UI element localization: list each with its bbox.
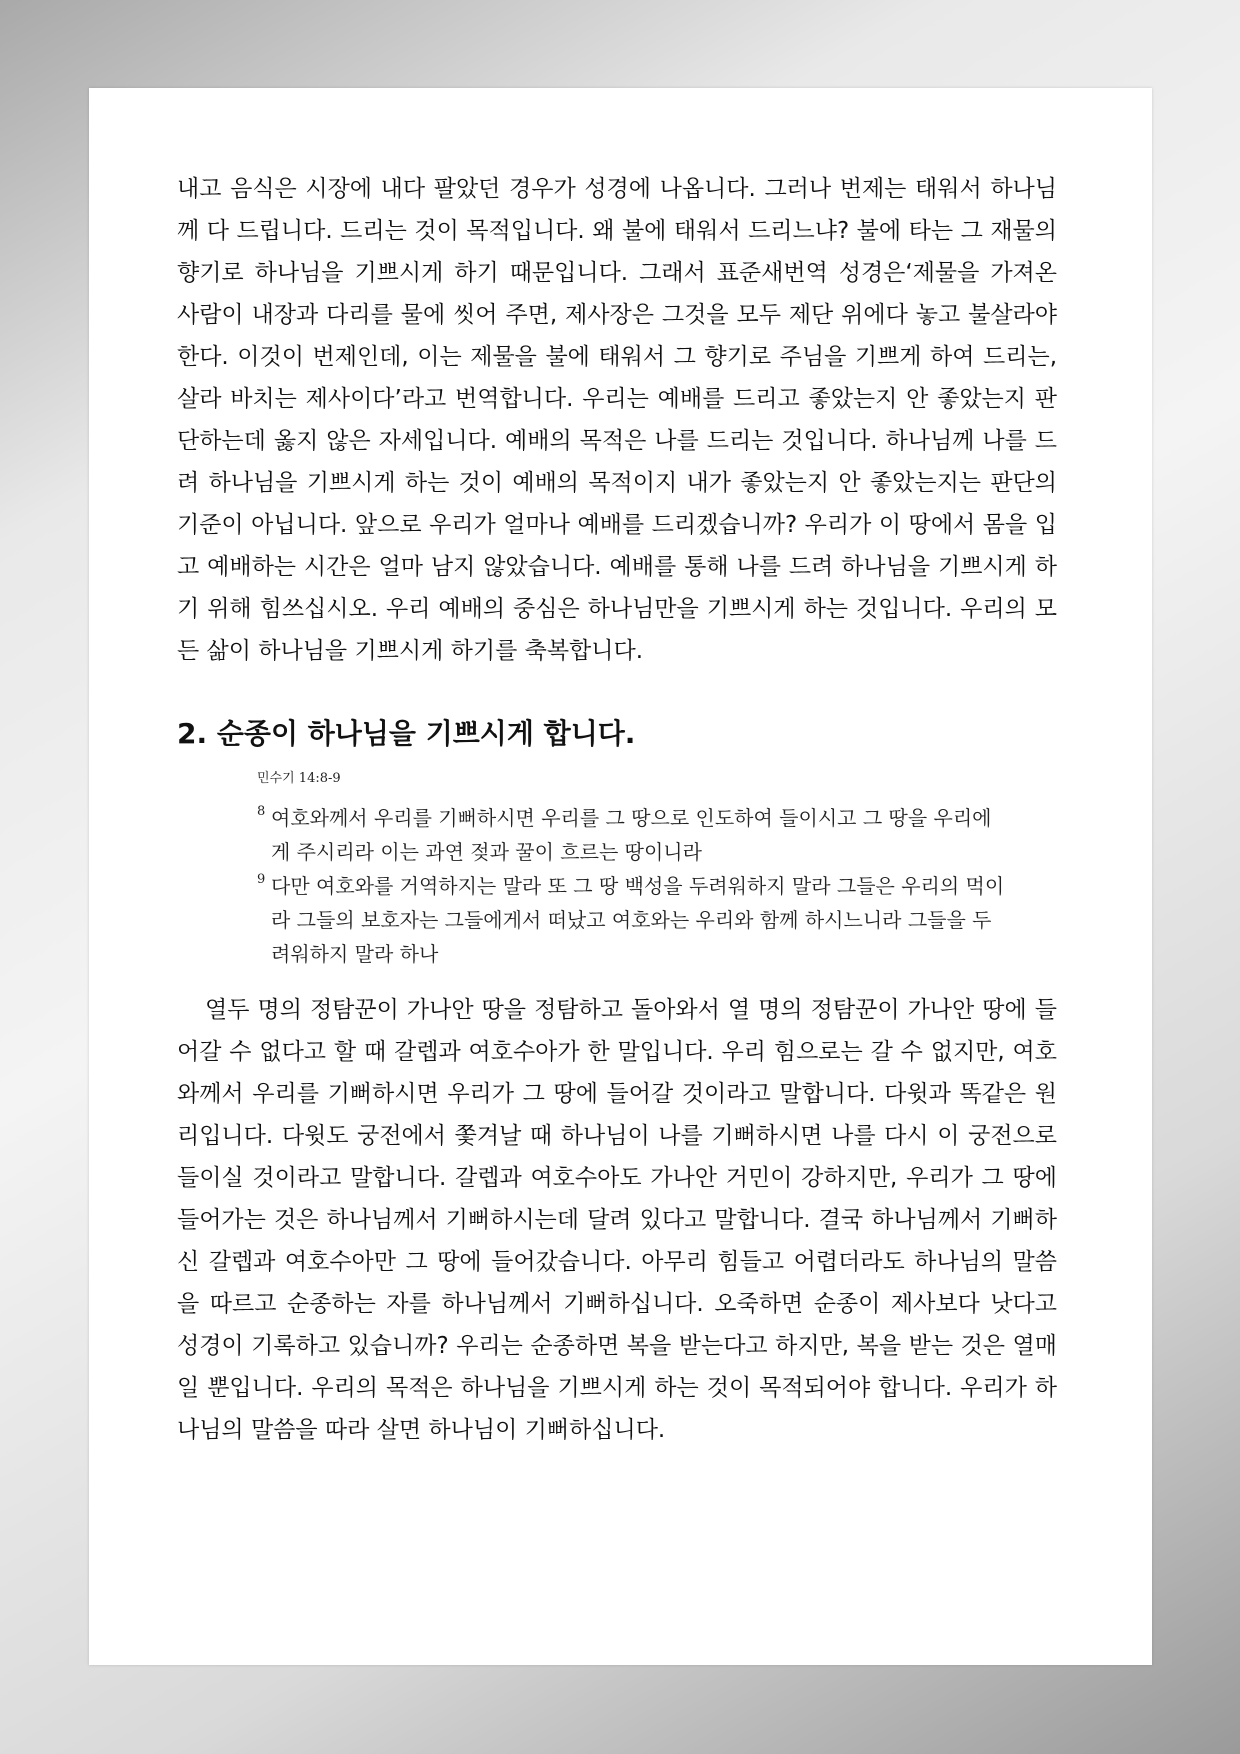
verse-text: 여호와께서 우리를 기뻐하시면 우리를 그 땅으로 인도하여 들이시고 그 땅을 우리에게 주시리라 이는 과연 젖과 꿀이 흐르는 땅이니라 bbox=[271, 806, 992, 864]
body-paragraph-2: 열두 명의 정탐꾼이 가나안 땅을 정탐하고 돌아와서 열 명의 정탐꾼이 가나안 땅에 들어갈 수 없다고 할 때 갈렙과 여호수아가 한 말입니다. 우리 힘으로는 갈 수 없지만, 여호와께서 우리를 기뻐하시면 우리가 그 땅에 들어갈 것이라고 말합니다. 다윗과 똑같은 원리입니다. 다윗도 궁전에서 쫓겨날 때 하나님이 나를 기뻐하시면 나를 다시 이 궁전으로 들이실 것이라고 말합니다. 갈렙과 여호수아도 가나안 거민이 강하지만, 우리가 그 땅에 들어가는 것은 하나님께서 기뻐하시는데 달려 있다고 말합니다. 결국 하나님께서 기뻐하신 갈렙과 여호수아만 그 땅에 들어갔습니다. 아무리 힘들고 어렵더라도 하나님의 말씀을 따르고 순종하는 자를 하나님께서 기뻐하십니다. 오죽하면 순종이 제사보다 낫다고 성경이 기록하고 있습니까? 우리는 순종하면 복을 받는다고 하지만, 복을 받는 것은 열매일 뿐입니다. 우리의 목적은 하나님을 기쁘시게 하는 것이 목적되어야 합니다. 우리가 하나님의 말씀을 따라 살면 하나님이 기뻐하십니다. bbox=[177, 997, 1057, 1443]
verse-text: 다만 여호와를 거역하지는 말라 또 그 땅 백성을 두려워하지 말라 그들은 우리의 먹이라 그들의 보호자는 그들에게서 떠났고 여호와는 우리와 함께 하시느니라 그들을 두려워하지 말라 하나 bbox=[271, 874, 1005, 966]
verse-number: 8 bbox=[257, 804, 266, 819]
scripture-block bbox=[257, 769, 1007, 971]
scripture-reference: 민수기 14:8-9 bbox=[257, 771, 341, 786]
verse-number: 9 bbox=[257, 872, 266, 887]
body-paragraph-1: 내고 음식은 시장에 내다 팔았던 경우가 성경에 나옵니다. 그러나 번제는 태워서 하나님께 다 드립니다. 드리는 것이 목적입니다. 왜 불에 태워서 드리느냐? 불에 타는 그 재물의 향기로 하나님을 기쁘시게 하기 때문입니다. 그래서 표준새번역 성경은‘제물을 가져온 사람이 내장과 다리를 물에 씻어 주면, 제사장은 그것을 모두 제단 위에다 놓고 불살라야 한다. 이것이 번제인데, 이는 제물을 불에 태워서 그 향기로 주님을 기쁘게 하여 드리는, 살라 바치는 제사이다’라고 번역합니다. 우리는 예배를 드리고 좋았는지 안 좋았는지 판단하는데 옳지 않은 자세입니다. 예배의 목적은 나를 드리는 것입니다. 하나님께 나를 드려 하나님을 기쁘시게 하는 것이 예배의 목적이지 내가 좋았는지 안 좋았는지는 판단의 기준이 아닙니다. 앞으로 우리가 얼마나 예배를 드리겠습니까? 우리가 이 땅에서 몸을 입고 예배하는 시간은 얼마 남지 않았습니다. 예배를 통해 나를 드려 하나님을 기쁘시게 하기 위해 힘쓰십시오. 우리 예배의 중심은 하나님만을 기쁘시게 하는 것입니다. 우리의 모든 삶이 하나님을 기쁘시게 하기를 축복합니다. bbox=[177, 176, 1057, 664]
verse-9 bbox=[257, 869, 1007, 971]
document-page bbox=[89, 88, 1152, 1665]
verse-8 bbox=[257, 801, 1007, 869]
page-content bbox=[177, 168, 1057, 1451]
section-heading: 2. 순종이 하나님을 기쁘시게 합니다. bbox=[177, 717, 636, 750]
